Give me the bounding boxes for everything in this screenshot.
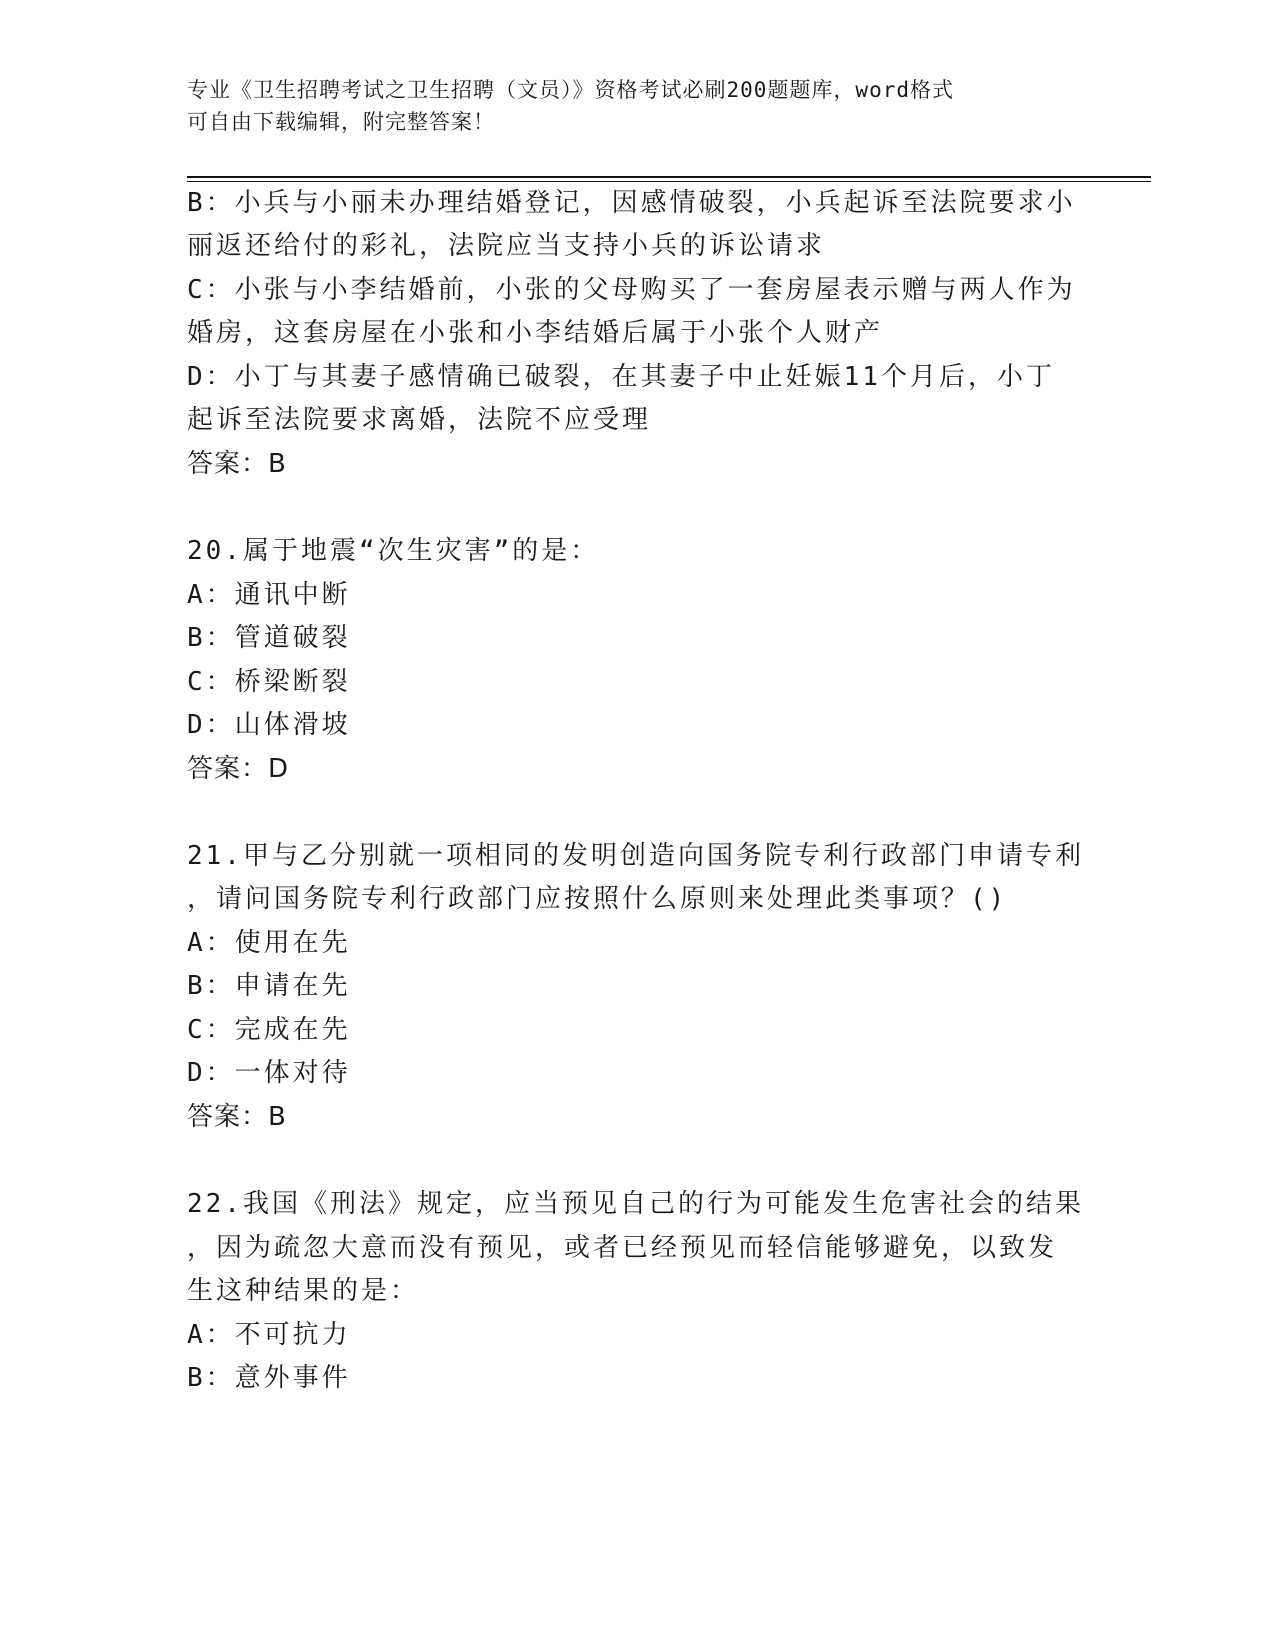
option-b-line-1: B：小兵与小丽未办理结婚登记，因感情破裂，小兵起诉至法院要求小 xyxy=(187,188,1076,218)
option-a: A：不可抗力 xyxy=(187,1320,351,1350)
header-divider-thick xyxy=(187,176,1151,178)
option-a: A：使用在先 xyxy=(187,928,351,958)
header-line-2: 可自由下载编辑，附完整答案！ xyxy=(187,110,495,134)
option-d-line-1: D：小丁与其妻子感情确已破裂，在其妻子中止妊娠11个月后，小丁 xyxy=(187,362,1055,392)
option-d: D：一体对待 xyxy=(187,1058,351,1088)
option-b: B：管道破裂 xyxy=(187,623,351,653)
option-b: B：申请在先 xyxy=(187,971,351,1001)
question-line-1: 22.我国《刑法》规定，应当预见自己的行为可能发生危害社会的结果 xyxy=(187,1189,1084,1219)
option-b-line-2: 丽返还给付的彩礼，法院应当支持小兵的诉讼请求 xyxy=(187,231,826,261)
answer: 答案：D xyxy=(187,754,290,784)
header-divider-thin xyxy=(187,181,1151,182)
option-c-line-2: 婚房，这套房屋在小张和小李结婚后属于小张个人财产 xyxy=(187,318,884,348)
option-b: B：意外事件 xyxy=(187,1363,351,1393)
answer: 答案：B xyxy=(187,449,287,479)
option-d-line-2: 起诉至法院要求离婚，法院不应受理 xyxy=(187,405,652,435)
question-line-2: ，因为疏忽大意而没有预见，或者已经预见而轻信能够避免，以致发 xyxy=(187,1233,1058,1263)
option-c: C：桥梁断裂 xyxy=(187,667,351,697)
option-c: C：完成在先 xyxy=(187,1015,351,1045)
answer: 答案：B xyxy=(187,1102,287,1132)
option-a: A：通讯中断 xyxy=(187,580,351,610)
question-line-3: 生这种结果的是： xyxy=(187,1276,420,1306)
question-text: 20.属于地震“次生灾害”的是： xyxy=(187,536,600,566)
option-d: D：山体滑坡 xyxy=(187,710,351,740)
header-line-1: 专业《卫生招聘考试之卫生招聘（文员）》资格考试必刷200题题库，word格式 xyxy=(187,78,954,102)
option-c-line-1: C：小张与小李结婚前，小张的父母购买了一套房屋表示赠与两人作为 xyxy=(187,275,1076,305)
header-title xyxy=(187,74,1067,138)
question-line-1: 21.甲与乙分别就一项相同的发明创造向国务院专利行政部门申请专利 xyxy=(187,841,1084,871)
question-line-2: ，请问国务院专利行政部门应按照什么原则来处理此类事项？() xyxy=(187,884,1008,914)
